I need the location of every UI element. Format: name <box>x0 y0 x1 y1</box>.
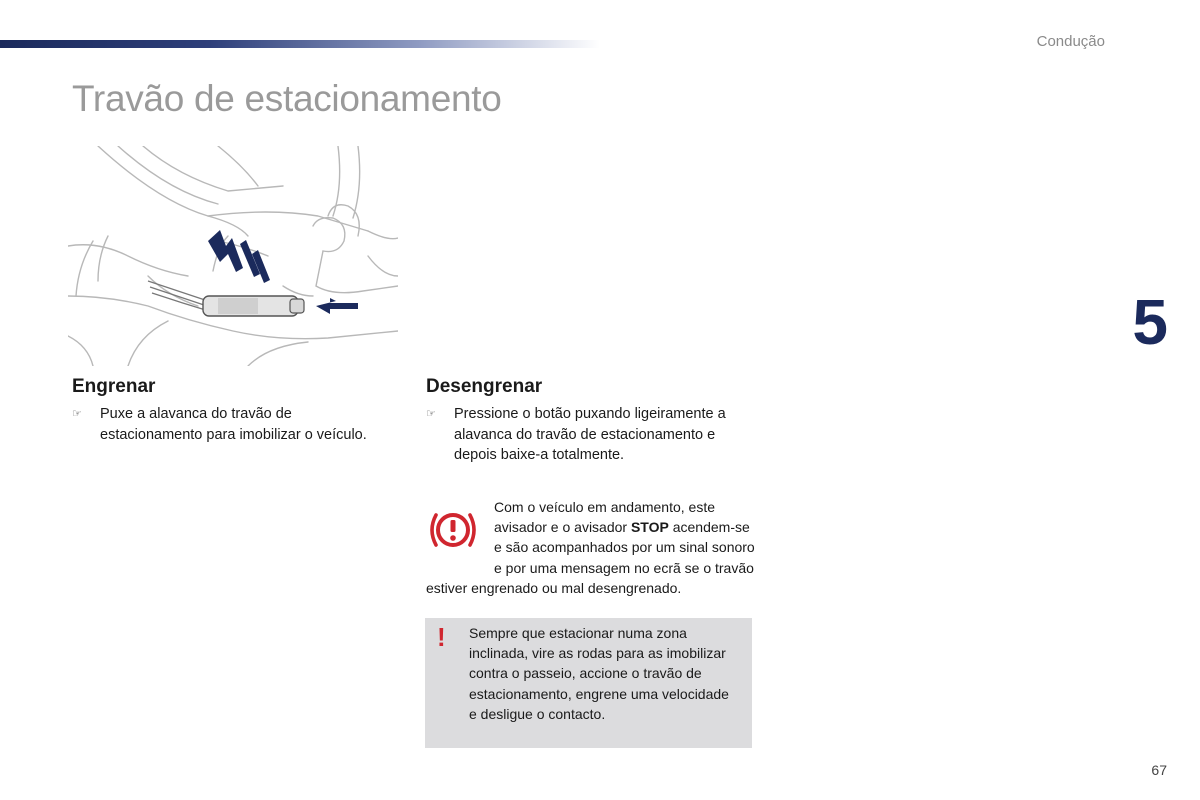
exclamation-icon: ! <box>437 622 446 652</box>
parking-note-box <box>425 618 752 748</box>
release-heading: Desengrenar <box>426 376 543 397</box>
pointing-hand-icon: ☞ <box>426 408 436 420</box>
chapter-number: 5 <box>1132 286 1168 358</box>
section-name: Condução <box>1036 33 1105 50</box>
header-gradient-band <box>0 40 600 48</box>
page-number: 67 <box>1151 762 1167 778</box>
engage-instruction <box>72 404 392 445</box>
release-instruction <box>426 404 756 466</box>
handbrake-illustration <box>68 146 398 366</box>
stop-label: STOP <box>630 519 669 536</box>
pointing-hand-icon: ☞ <box>72 408 82 420</box>
warning-text-start: Com o veículo em andamento, este avisador e o avisador <box>494 499 716 536</box>
brake-warning-icon <box>426 501 480 559</box>
page-title: Travão de estacionamento <box>72 78 502 119</box>
release-instruction-text: Pressione o botão puxando ligeiramente a alavanca do travão de estacionamento e depois baixe-a totalmente. <box>454 406 726 463</box>
engage-instruction-text: Puxe a alavanca do travão de estacionamento para imobilizar o veículo. <box>100 406 367 443</box>
engage-heading: Engrenar <box>72 376 156 397</box>
warning-text-end: acendem-se e são acompanhados por um sinal sonoro e por uma mensagem no ecrã se o travão estiver engrenado ou mal desengrenado. <box>426 519 755 596</box>
warning-lamp-info <box>426 497 756 598</box>
parking-note-text: Sempre que estacionar numa zona inclinada, vire as rodas para as imobilizar contra o passeio, accione o travão de estacionamento, engrene uma velocidade e desligue o contacto. <box>469 625 729 722</box>
